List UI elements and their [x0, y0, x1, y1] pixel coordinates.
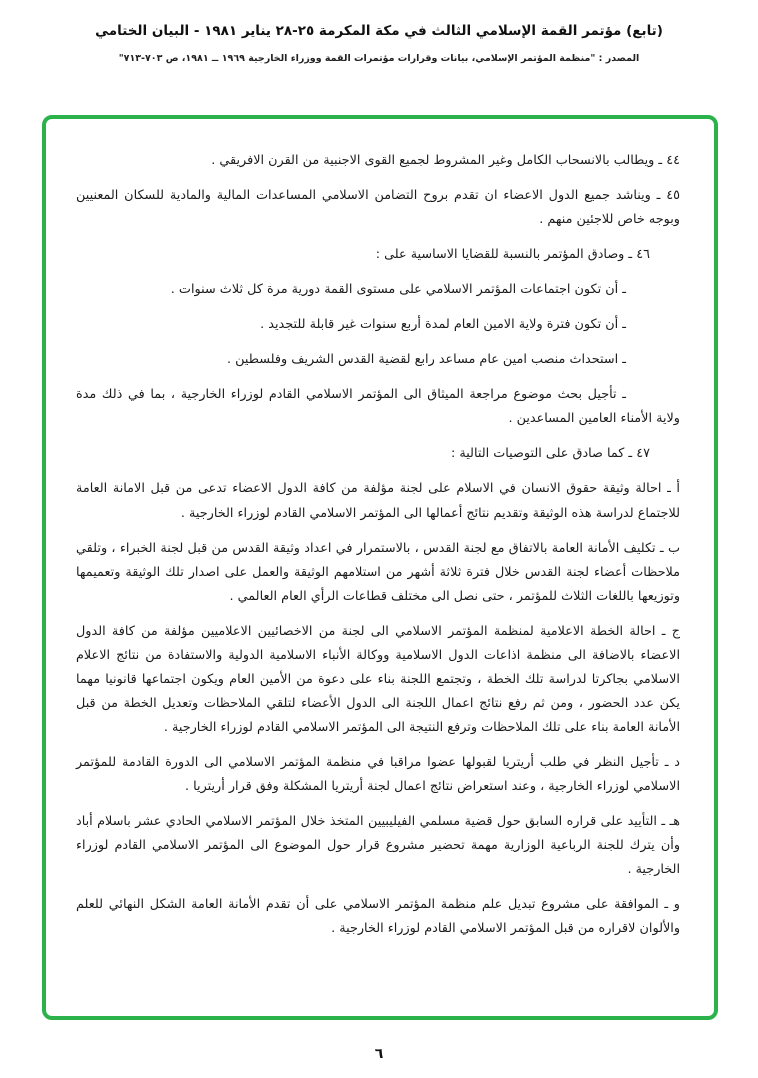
document-paragraph: ٤٥ ـ ويناشد جميع الدول الاعضاء ان تقدم بروح التضامن الاسلامي المساعدات المالية والمادية للسكان المعنيين وبوجه خاص للاجئين منهم .: [76, 188, 680, 228]
document-paragraph: هـ ـ التأييد على قراره السابق حول قضية مسلمي الفيليبيين المتخذ خلال المؤتمر الاسلامي الحادي عشر باسلام أباد وأن يترك للجنة الرباعية الوزارية مهمة تحضير مشروع قرار حول الموضوع الى المؤتمر الاسلامي القادم لوزراء الخارجية .: [76, 814, 680, 878]
document-body: [76, 149, 680, 1000]
green-border-frame: [42, 115, 718, 1020]
document-paragraph: ب ـ تكليف الأمانة العامة بالاتفاق مع لجنة القدس ، بالاستمرار في اعداد وثيقة القدس من قبل لجنة الخبراء ، وتلقي ملاحظات أعضاء لجنة القدس خلال فترة ثلاثة أشهر من استلامهم الوثيقة والعمل على اصدار تلك الوثيقة وتعميمها وتوزيعها باللغات الثلاث للمؤتمر ، حتى نصل الى مختلف قطاعات الرأي العام العالمي .: [76, 540, 680, 604]
document-paragraph: و ـ الموافقة على مشروع تبديل علم منظمة المؤتمر الاسلامي على أن تقدم الأمانة العامة الشكل النهائي للعلم والألوان لاقراره من قبل المؤتمر الاسلامي القادم لوزراء الخارجية .: [76, 897, 680, 937]
document-paragraph: أ ـ احالة وثيقة حقوق الانسان في الاسلام على لجنة مؤلفة من كافة الدول الاعضاء تدعى من قبل الامانة العامة للاجتماع لدراسة هذه الوثيقة وتقديم نتائج أعمالها الى المؤتمر الاسلامي القادم لوزراء الخارجية .: [76, 481, 680, 521]
page-number: ٦: [374, 1046, 384, 1062]
document-paragraph: ٤٤ ـ ويطالب بالانسحاب الكامل وغير المشروط لجميع القوى الاجنبية من القرن الافريقي .: [211, 153, 680, 168]
document-paragraph: د ـ تأجيل النظر في طلب أريتريا لقبولها عضوا مراقبا في منظمة المؤتمر الاسلامي الى الدورة القادمة للمؤتمر الاسلامي لوزراء الخارجية ، وعند استعراض نتائج اعمال لجنة أريتريا المشكلة وفق قرار أريتريا .: [76, 754, 680, 794]
document-paragraph: ـ أن تكون فترة ولاية الامين العام لمدة أربع سنوات غير قابلة للتجديد .: [260, 317, 626, 333]
document-paragraph: ـ أن تكون اجتماعات المؤتمر الاسلامي على مستوى القمة دورية مرة كل ثلاث سنوات .: [170, 282, 626, 298]
document-paragraph: ج ـ احالة الخطة الاعلامية لمنظمة المؤتمر الاسلامي الى لجنة من الاخصائيين الاعلاميين مؤلفة من كافة الدول الاعضاء بالاضافة الى منظمة اذاعات الدول الاسلامية ووكالة الأنباء الاسلامية الدولية والاستفادة من نتائج الاعلام الاسلامي بجاكرتا لدراسة تلك الخطة ، وتجتمع اللجنة بناء على دعوة من الأمين العام ويكون اجتماعها قانونيا مهما يكن عدد الحضور ، ومن ثم رفع نتائج اعمال اللجنة الى الدول الأعضاء لتلقي الملاحظات وتعديل الخطة من قبل الأمانة العامة بناء على تلك الملاحظات وترفع النتيجة الى المؤتمر الاسلامي القادم لوزراء الخارجية .: [76, 623, 680, 735]
page-header: [0, 0, 758, 64]
document-paragraph: ـ استحداث منصب امين عام مساعد رابع لقضية القدس الشريف وفلسطين .: [226, 352, 626, 368]
document-paragraph: ٤٧ ـ كما صادق على التوصيات التالية :: [450, 446, 650, 462]
document-paragraph: ـ تأجيل بحث موضوع مراجعة الميثاق الى المؤتمر الاسلامي القادم لوزراء الخارجية ، بما في ذلك مدة ولاية الأمناء العامين المساعدين .: [76, 387, 680, 427]
document-title: (تابع) مؤتمر القمة الإسلامي الثالث في مكة المكرمة ٢٥-٢٨ يناير ١٩٨١ - البيان الختامي: [95, 23, 663, 39]
document-source-line: المصدر : "منظمة المؤتمر الإسلامي، بيانات وقرارات مؤتمرات القمة ووزراء الخارجية ١٩٦٩ ــ ١٩٨١، ص ٧٠٣-٧١٣": [118, 52, 640, 64]
document-paragraph: ٤٦ ـ وصادق المؤتمر بالنسبة للقضايا الاساسية على :: [375, 247, 650, 263]
